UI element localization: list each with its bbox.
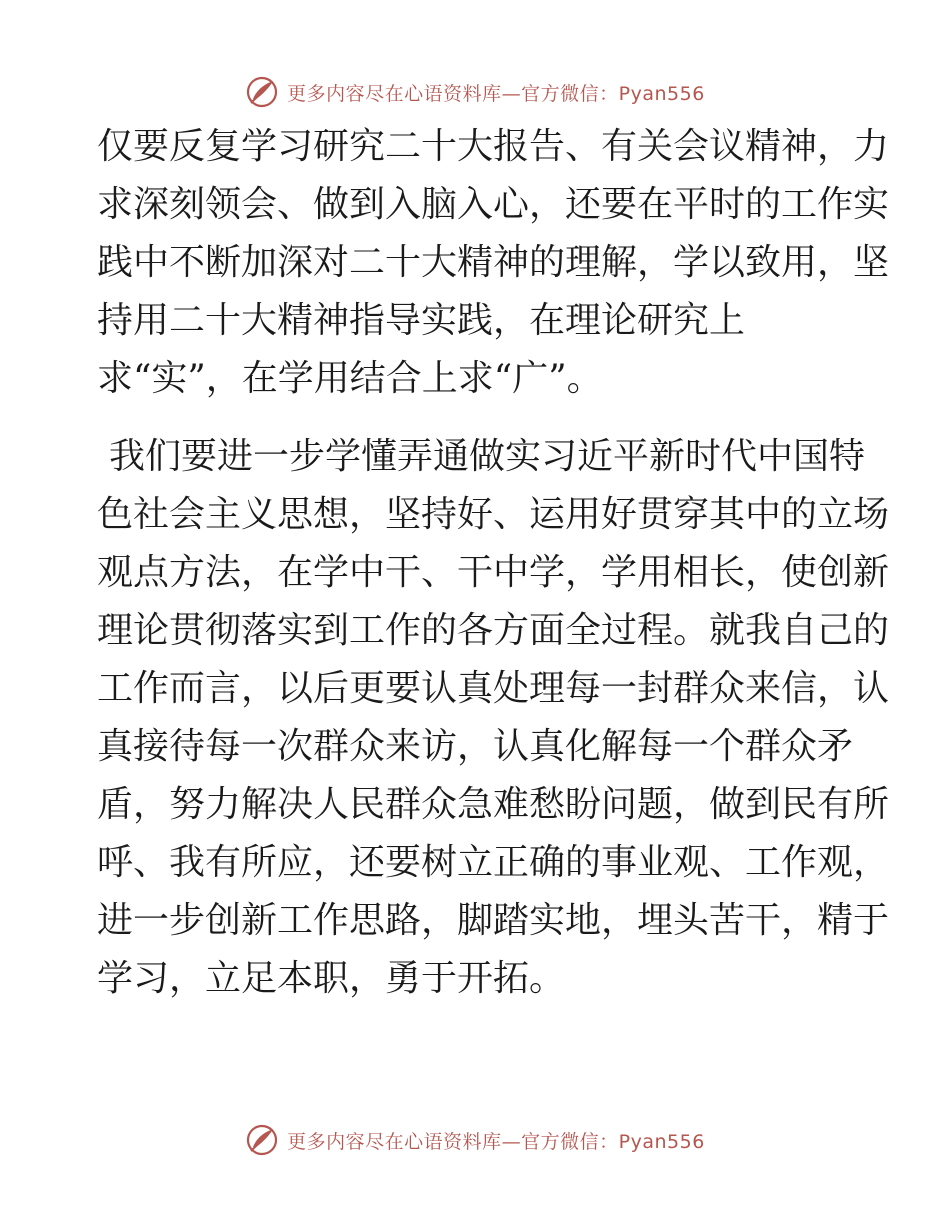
text-line: 色社会主义思想，坚持好、运用好贯穿其中的立场 — [97, 494, 890, 535]
text-line: 求深刻领会、做到入脑入心，还要在平时的工作实 — [97, 184, 890, 225]
feather-pen-logo-icon — [245, 75, 279, 109]
text-line: 践中不断加深对二十大精神的理解，学以致用，坚 — [97, 242, 890, 283]
footer-wechat-id: Pyan556 — [618, 1130, 705, 1153]
text-line: 求“实”，在学用结合上求“广”。 — [97, 358, 603, 399]
text-line: 持用二十大精神指导实践，在理论研究上 — [97, 300, 746, 341]
text-line: 学习，立足本职，勇于开拓。 — [97, 958, 566, 999]
footer-banner — [0, 1120, 950, 1160]
text-line: 仅要反复学习研究二十大报告、有关会议精神，力 — [97, 126, 890, 167]
feather-pen-logo-icon — [245, 1123, 279, 1157]
text-line: 我们要进一步学懂弄通做实习近平新时代中国特 — [109, 436, 866, 477]
text-line: 工作而言，以后更要认真处理每一封群众来信，认 — [97, 668, 890, 709]
text-line: 观点方法，在学中干、干中学，学用相长，使创新 — [97, 552, 890, 593]
text-line: 进一步创新工作思路，脚踏实地，埋头苦干，精于 — [97, 900, 890, 941]
header-wechat-id: Pyan556 — [618, 82, 705, 105]
document-body — [97, 118, 890, 1008]
paragraph-2 — [97, 428, 890, 1008]
header-banner — [0, 72, 950, 112]
footer-banner-text: 更多内容尽在心语资料库—官方微信：Pyan556 — [287, 1130, 705, 1153]
text-line: 盾，努力解决人民群众急难愁盼问题，做到民有所 — [97, 784, 890, 825]
text-line: 理论贯彻落实到工作的各方面全过程。就我自己的 — [97, 610, 890, 651]
paragraph-1 — [97, 118, 890, 408]
text-line: 呼、我有所应，还要树立正确的事业观、工作观， — [97, 842, 890, 883]
text-line: 真接待每一次群众来访，认真化解每一个群众矛 — [97, 726, 854, 767]
header-banner-text: 更多内容尽在心语资料库—官方微信：Pyan556 — [287, 82, 705, 105]
